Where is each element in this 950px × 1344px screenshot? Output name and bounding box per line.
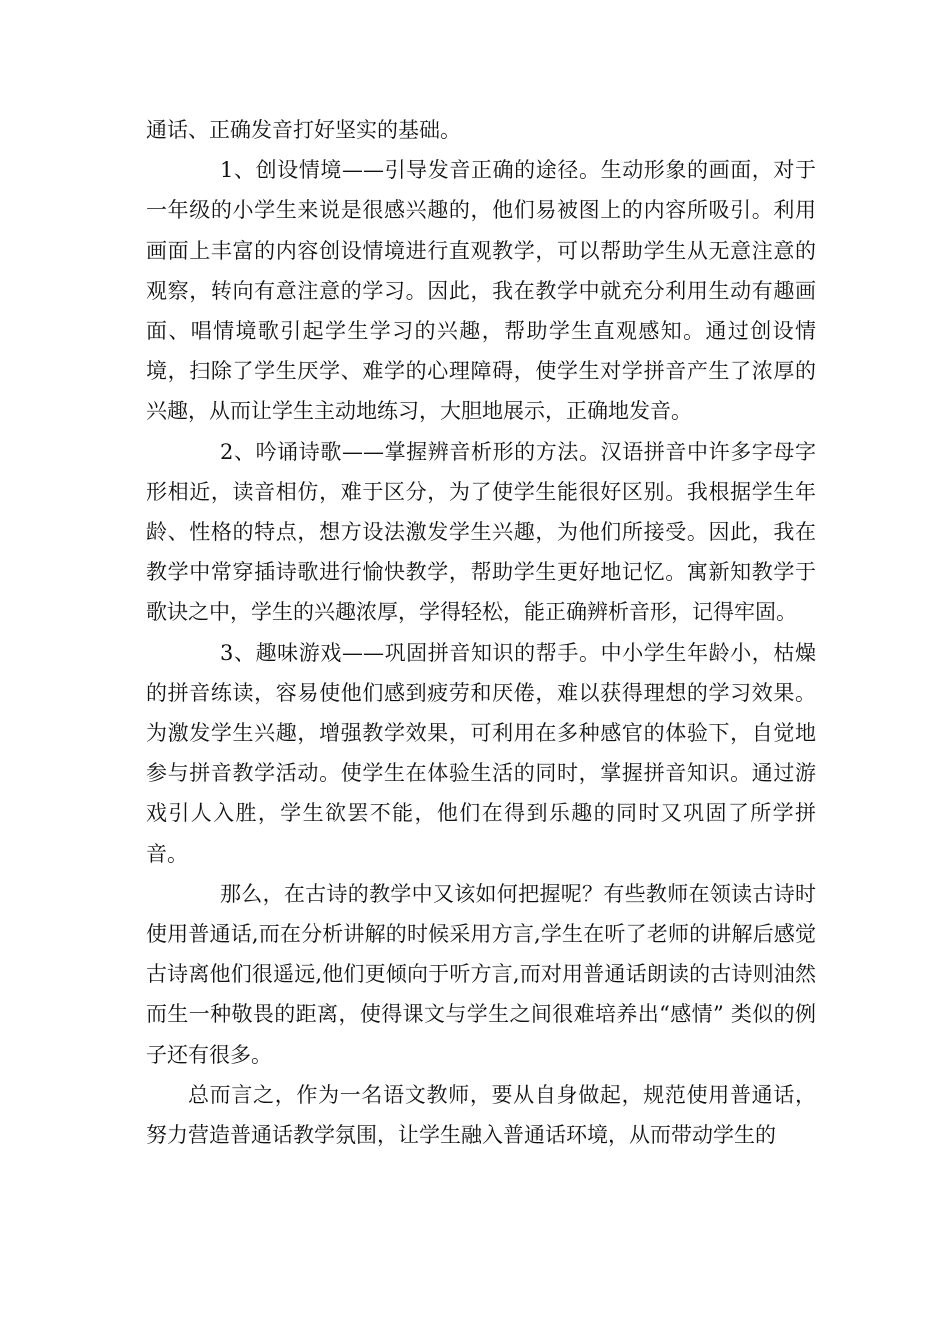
- paragraph-ancient-poetry: 那么，在古诗的教学中又该如何把握呢？有些教师在领读古诗时使用普通话,而在分析讲解的时候采用方言,学生在听了老师的讲解后感觉古诗离他们很遥远,他们更倾向于听方言,而对用普通话朗读的古诗则油然而生一种敬畏的距离，使得课文与学生之间很难培养出“感情” 类似的例子还有很多。: [146, 881, 816, 1067]
- body-text: [146, 110, 816, 1155]
- paragraph-recite-poems: 2、吟诵诗歌——掌握辨音析形的方法。汉语拼音中许多字母字形相近，读音相仿，难于区分，为了使学生能很好区别。我根据学生年龄、性格的特点，想方设法激发学生兴趣，为他们所接受。因此，我在教学中常穿插诗歌进行愉快教学，帮助学生更好地记忆。寓新知教学于歌诀之中，学生的兴趣浓厚，学得轻松，能正确辨析音形，记得牢固。: [146, 439, 816, 625]
- paragraph-conclusion: 总而言之，作为一名语文教师，要从自身做起，规范使用普通话，努力营造普通话教学氛围，让学生融入普通话环境，从而带动学生的: [146, 1082, 816, 1148]
- paragraph-continuation: 通话、正确发音打好坚实的基础。: [146, 118, 461, 142]
- paragraph-create-situation: 1、创设情境——引导发音正确的途径。生动形象的画面，对于一年级的小学生来说是很感兴趣的，他们易被图上的内容所吸引。利用画面上丰富的内容创设情境进行直观教学，可以帮助学生从无意注意的观察，转向有意注意的学习。因此，我在教学中就充分利用生动有趣画面、唱情境歌引起学生学习的兴趣，帮助学生直观感知。通过创设情境，扫除了学生厌学、难学的心理障碍，使学生对学拼音产生了浓厚的兴趣，从而让学生主动地练习，大胆地展示，正确地发音。: [146, 158, 816, 424]
- paragraph-fun-games: 3、趣味游戏——巩固拼音知识的帮手。中小学生年龄小，枯燥的拼音练读，容易使他们感到疲劳和厌倦，难以获得理想的学习效果。为激发学生兴趣，增强教学效果，可利用在多种感官的体验下，自觉地参与拼音教学活动。使学生在体验生活的同时，掌握拼音知识。通过游戏引人入胜，学生欲罢不能，他们在得到乐趣的同时又巩固了所学拼音。: [146, 640, 816, 866]
